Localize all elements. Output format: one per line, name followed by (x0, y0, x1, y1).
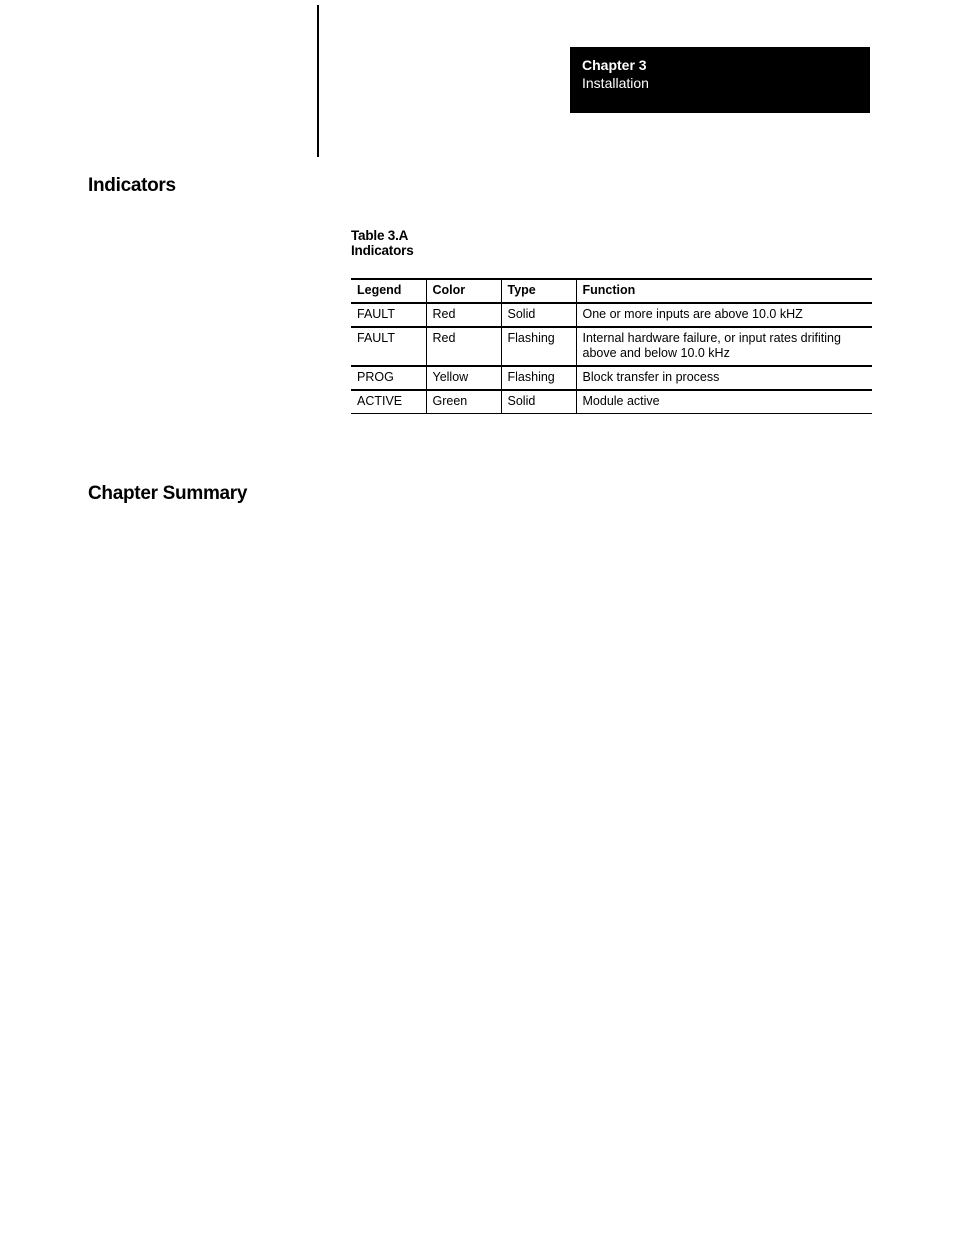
cell-function: Block transfer in process (576, 366, 872, 390)
column-header-type: Type (501, 279, 576, 303)
cell-color: Red (426, 327, 501, 366)
cell-legend: FAULT (351, 303, 426, 327)
margin-vertical-rule (317, 5, 319, 157)
cell-legend: PROG (351, 366, 426, 390)
table-caption-number: Table 3.A (351, 228, 409, 243)
table-caption-title: Indicators (351, 243, 414, 258)
cell-legend: FAULT (351, 327, 426, 366)
column-header-legend: Legend (351, 279, 426, 303)
cell-color: Yellow (426, 366, 501, 390)
table-row (351, 366, 872, 390)
table-row (351, 390, 872, 414)
cell-type: Flashing (501, 327, 576, 366)
indicators-heading: Indicators (88, 175, 176, 196)
chapter-number: Chapter 3 (582, 57, 647, 73)
cell-type: Solid (501, 303, 576, 327)
cell-color: Red (426, 303, 501, 327)
chapter-title: Installation (582, 75, 649, 91)
chapter-header-box (570, 47, 870, 113)
cell-color: Green (426, 390, 501, 414)
chapter-summary-heading: Chapter Summary (88, 483, 248, 504)
cell-function: Internal hardware failure, or input rates drifiting above and below 10.0 kHz (576, 327, 872, 366)
cell-function: One or more inputs are above 10.0 kHZ (576, 303, 872, 327)
table-row (351, 303, 872, 327)
cell-legend: ACTIVE (351, 390, 426, 414)
column-header-function: Function (576, 279, 872, 303)
column-header-color: Color (426, 279, 501, 303)
cell-function: Module active (576, 390, 872, 414)
table-header-row (351, 279, 872, 303)
indicators-table (351, 278, 872, 414)
table-caption (351, 228, 414, 258)
cell-type: Flashing (501, 366, 576, 390)
table-row (351, 327, 872, 366)
cell-type: Solid (501, 390, 576, 414)
